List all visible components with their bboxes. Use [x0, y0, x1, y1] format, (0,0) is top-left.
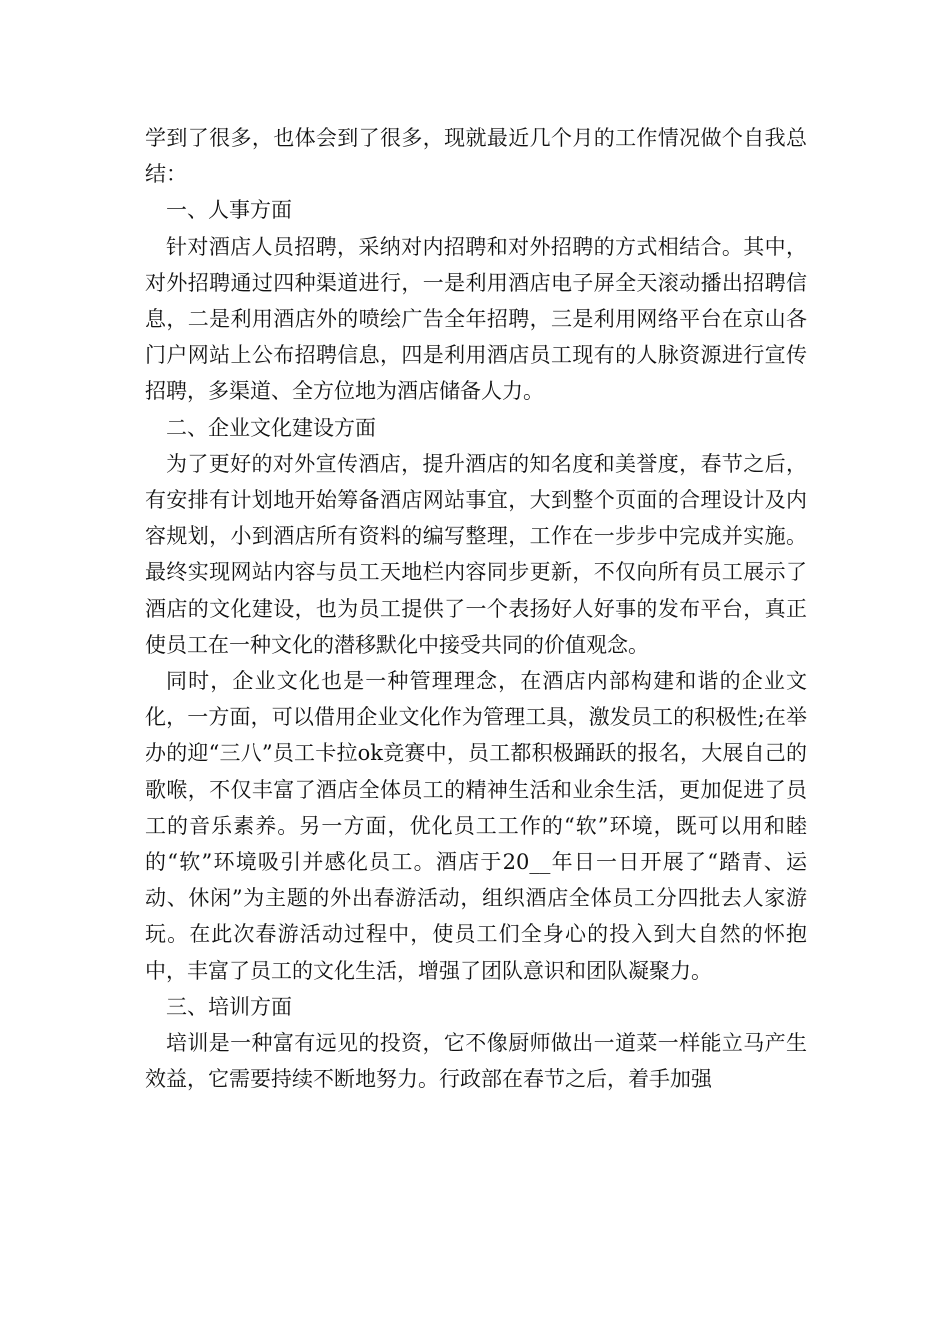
paragraph-recruitment: 针对酒店人员招聘，采纳对内招聘和对外招聘的方式相结合。其中，对外招聘通过四种渠道进行，一是利用酒店电子屏全天滚动播出招聘信息，二是利用酒店外的喷绘广告全年招聘，三是利用网络平台在京山各门户网站上公布招聘信息，四是利用酒店员工现有的人脉资源进行宣传招聘，多渠道、全方位地为酒店储备人力。: [145, 234, 807, 404]
section-heading-personnel: 一、人事方面: [166, 198, 292, 223]
section-heading-culture: 二、企业文化建设方面: [166, 415, 376, 440]
document-body: [145, 120, 807, 1097]
paragraph-training: 培训是一种富有远见的投资，它不像厨师做出一道菜一样能立马产生效益，它需要持续不断地努力。行政部在春节之后，着手加强: [145, 1031, 807, 1092]
paragraph-website: 为了更好的对外宣传酒店，提升酒店的知名度和美誉度，春节之后，有安排有计划地开始筹备酒店网站事宜，大到整个页面的合理设计及内容规划，小到酒店所有资料的编写整理，工作在一步步中完成并实施。最终实现网站内容与员工天地栏内容同步更新，不仅向所有员工展示了酒店的文化建设，也为员工提供了一个表扬好人好事的发布平台，真正使员工在一种文化的潜移默化中接受共同的价值观念。: [145, 451, 807, 657]
paragraph-culture-management: 同时，企业文化也是一种管理理念，在酒店内部构建和谐的企业文化，一方面，可以借用企业文化作为管理工具，激发员工的积极性;在举办的迎“三八”员工卡拉ok竞赛中，员工都积极踊跃的报名，大展自己的歌喉，不仅丰富了酒店全体员工的精神生活和业余生活，更加促进了员工的音乐素养。另一方面，优化员工工作的“软”环境，既可以用和睦的“软”环境吸引并感化员工。酒店于20__年日一日开展了“踏青、运动、休闲”为主题的外出春游活动，组织酒店全体员工分四批去人家游玩。在此次春游活动过程中，使员工们全身心的投入到大自然的怀抱中，丰富了员工的文化生活，增强了团队意识和团队凝聚力。: [145, 669, 807, 983]
section-heading-training: 三、培训方面: [166, 994, 292, 1019]
paragraph-intro: 学到了很多，也体会到了很多，现就最近几个月的工作情况做个自我总结：: [145, 126, 807, 187]
